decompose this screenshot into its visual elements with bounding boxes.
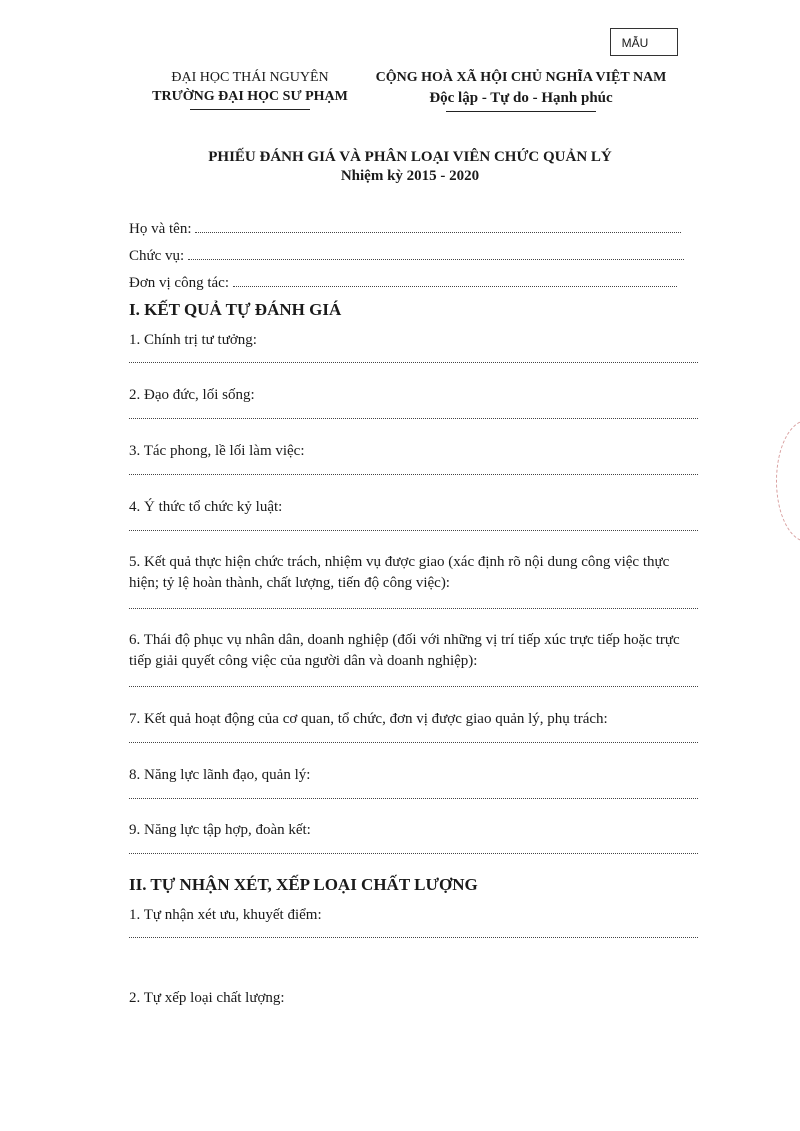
university-name: ĐẠI HỌC THÁI NGUYÊN (171, 70, 329, 85)
institution-header (140, 68, 360, 110)
workplace-blank[interactable] (233, 271, 677, 287)
answer-line-1[interactable] (129, 362, 698, 363)
country-name: CỘNG HOÀ XÃ HỘI CHỦ NGHĨA VIỆT NAM (375, 70, 667, 85)
question-9: 9. Năng lực tập hợp, đoàn kết: (129, 822, 311, 838)
school-name: TRƯỜNG ĐẠI HỌC SƯ PHẠM (152, 89, 348, 104)
form-code-box: MẪU (610, 28, 678, 56)
section-2-heading: II. TỰ NHẬN XÉT, XẾP LOẠI CHẤT LƯỢNG (129, 875, 478, 894)
answer-line-5[interactable] (129, 608, 698, 609)
workplace-label: Đơn vị công tác: (129, 275, 229, 291)
national-motto: Độc lập - Tự do - Hạnh phúc (429, 90, 613, 106)
question-6: 6. Thái độ phục vụ nhân dân, doanh nghiệp (đối với những vị trí tiếp xúc trực tiếp hoặc trực tiếp giải quyết công việc của người dân và doanh nghiệp): (129, 632, 680, 669)
question-8: 8. Năng lực lãnh đạo, quản lý: (129, 767, 311, 783)
position-label: Chức vụ: (129, 248, 185, 264)
position-field[interactable] (129, 244, 701, 271)
answer-line-9[interactable] (129, 853, 698, 854)
form-title-main: PHIẾU ĐÁNH GIÁ VÀ PHÂN LOẠI VIÊN CHỨC QUẢN LÝ (208, 149, 612, 165)
answer-line-8[interactable] (129, 798, 698, 799)
form-title (120, 148, 700, 186)
question-5: 5. Kết quả thực hiện chức trách, nhiệm vụ được giao (xác định rõ nội dung công việc thực hiện; tỷ lệ hoàn thành, chất lượng, tiến độ công việc): (129, 554, 670, 591)
answer-line-2[interactable] (129, 418, 698, 419)
self-review-question: 1. Tự nhận xét ưu, khuyết điểm: (129, 907, 322, 923)
section-1-heading: I. KẾT QUẢ TỰ ĐÁNH GIÁ (129, 300, 342, 319)
question-2: 2. Đạo đức, lối sống: (129, 387, 255, 403)
header-left-rule (190, 109, 310, 110)
personal-info-fields (129, 217, 701, 298)
form-title-term: Nhiệm kỳ 2015 - 2020 (340, 168, 480, 184)
question-3: 3. Tác phong, lề lối làm việc: (129, 443, 305, 459)
full-name-label: Họ và tên: (129, 221, 192, 237)
full-name-blank[interactable] (195, 217, 681, 233)
header-right-rule (446, 111, 596, 112)
question-7: 7. Kết quả hoạt động của cơ quan, tổ chức, đơn vị được giao quản lý, phụ trách: (129, 711, 608, 727)
workplace-field[interactable] (129, 271, 701, 298)
self-review-line[interactable] (129, 937, 698, 938)
stamp-edge-mark (776, 420, 800, 542)
question-1: 1. Chính trị tư tưởng: (129, 332, 257, 348)
national-header (368, 68, 674, 112)
answer-line-7[interactable] (129, 742, 698, 743)
answer-line-6[interactable] (129, 686, 698, 687)
answer-line-3[interactable] (129, 474, 698, 475)
self-rating-question: 2. Tự xếp loại chất lượng: (129, 990, 285, 1006)
full-name-field[interactable] (129, 217, 701, 244)
question-4: 4. Ý thức tổ chức kỷ luật: (129, 499, 283, 515)
answer-line-4[interactable] (129, 530, 698, 531)
position-blank[interactable] (188, 244, 684, 260)
